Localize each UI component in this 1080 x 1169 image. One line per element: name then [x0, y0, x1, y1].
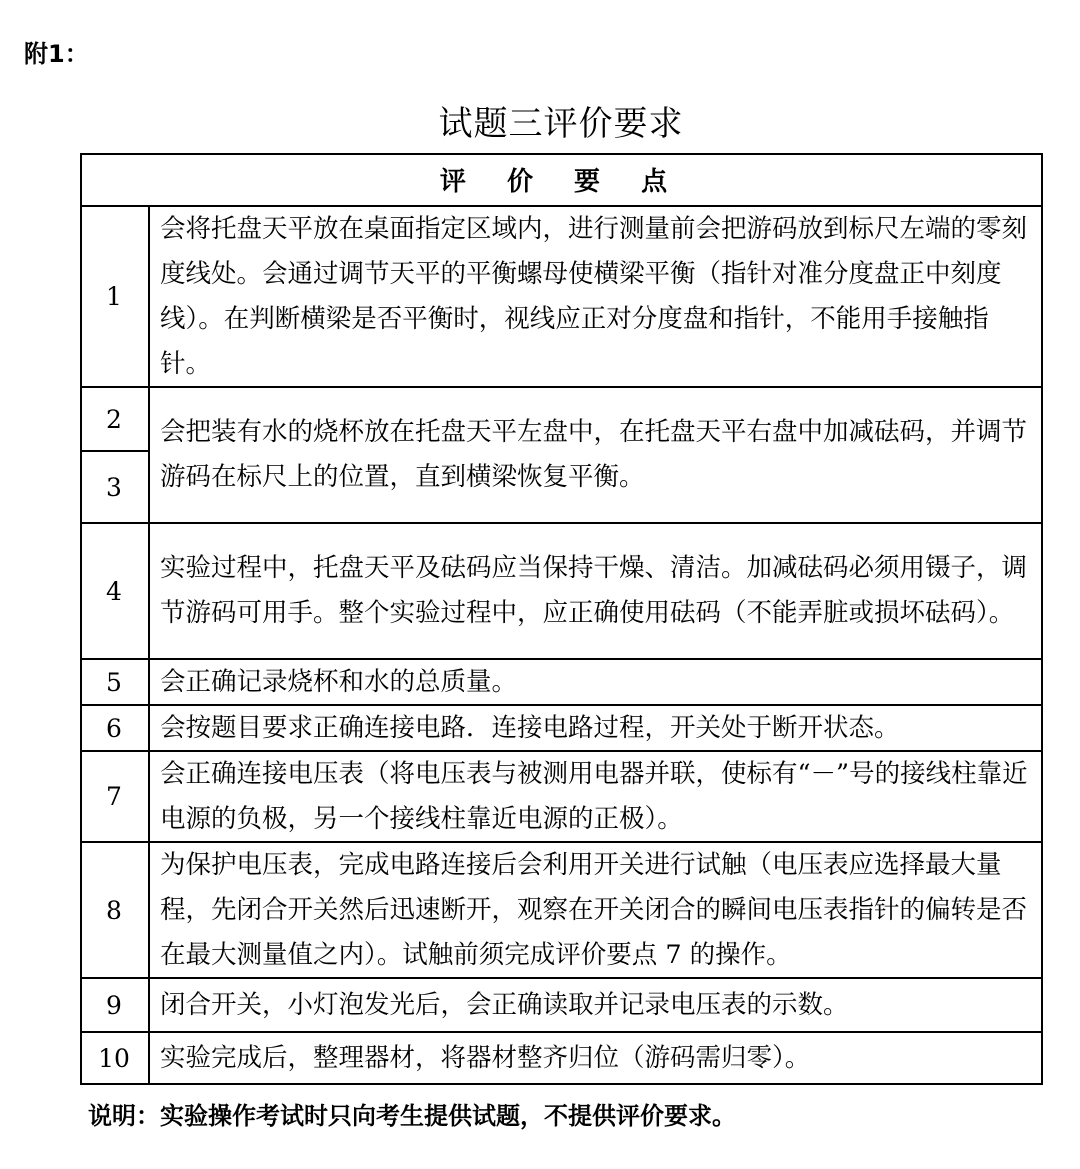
evaluation-table	[80, 153, 1043, 1085]
row-text: 会按题目要求正确连接电路．连接电路过程，开关处于断开状态。	[160, 712, 900, 743]
row-number: 10	[98, 1043, 130, 1073]
column-divider	[148, 205, 150, 1085]
row-number: 8	[106, 895, 122, 925]
row-text: 会正确记录烧杯和水的总质量。	[160, 666, 518, 697]
row-number: 4	[106, 576, 122, 606]
table-header: 评 价 要 点	[439, 166, 684, 197]
row-number: 1	[106, 282, 122, 311]
attachment-label: 附1：	[24, 40, 89, 68]
row-number: 6	[106, 713, 122, 743]
table-border-bottom	[80, 1083, 1043, 1085]
row-number: 3	[106, 472, 122, 502]
row-number: 9	[106, 990, 122, 1020]
row-text: 为保护电压表，完成电路连接后会利用开关进行试触（电压表应选择最大量程，先闭合开关然后迅速断开，观察在开关闭合的瞬间电压表指针的偏转是否在最大测量值之内）。试触前须完成评价要点 7 的操作。	[160, 849, 1028, 970]
row-text: 实验过程中，托盘天平及砝码应当保持干燥、清洁。加减砝码必须用镊子，调节游码可用手。整个实验过程中，应正确使用砝码（不能弄脏或损坏砝码）。	[160, 553, 1028, 628]
row-number: 7	[106, 782, 122, 811]
row-text: 会正确连接电压表（将电压表与被测用电器并联，使标有“－”号的接线柱靠近电源的负极，另一个接线柱靠近电源的正极）。	[160, 758, 1028, 834]
row-number: 5	[106, 667, 122, 697]
row-text: 实验完成后，整理器材，将器材整齐归位（游码需归零）。	[160, 1042, 811, 1073]
table-border-right	[1041, 153, 1043, 1085]
row-text: 闭合开关，小灯泡发光后，会正确读取并记录电压表的示数。	[160, 989, 849, 1020]
footnote: 说明：实验操作考试时只向考生提供试题，不提供评价要求。	[88, 1102, 736, 1130]
row-text: 会将托盘天平放在桌面指定区域内，进行测量前会把游码放到标尺左端的零刻度线处。会通过调节天平的平衡螺母使横梁平衡（指针对准分度盘正中刻度线）。在判断横梁是否平衡时，视线应正对分度盘和指针，不能用手接触指针。	[160, 213, 1028, 379]
row-number: 2	[106, 404, 122, 434]
page-title: 试题三评价要求	[438, 104, 684, 144]
row-text: 会把装有水的烧杯放在托盘天平左盘中，在托盘天平右盘中加减砝码，并调节游码在标尺上的位置，直到横梁恢复平衡。	[160, 417, 1028, 492]
